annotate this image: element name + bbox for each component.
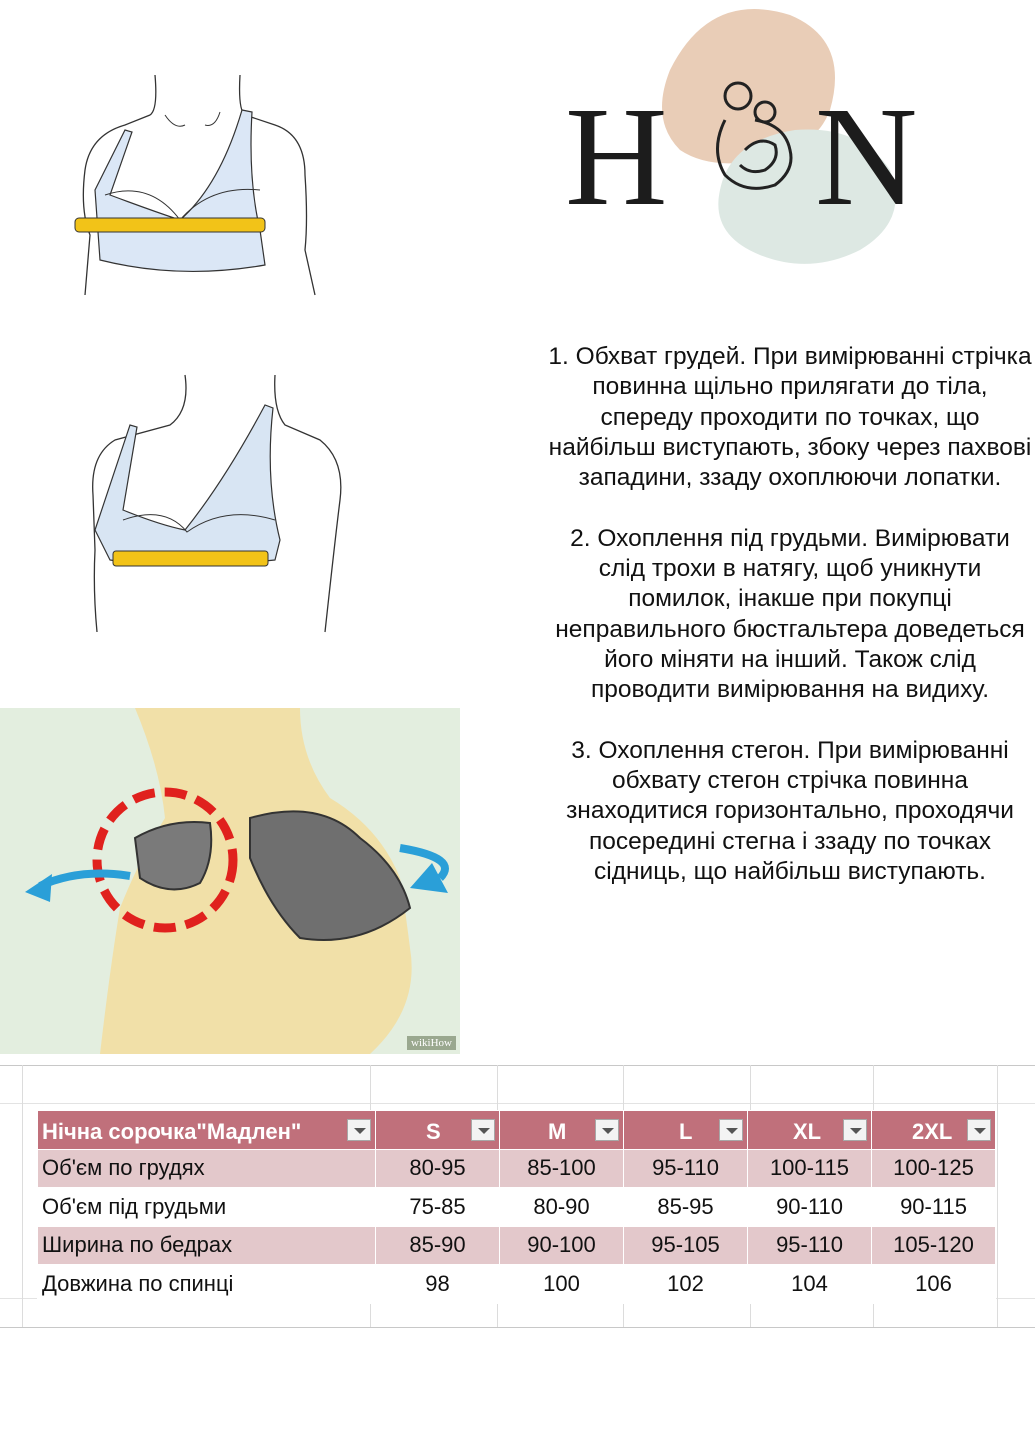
filter-dropdown-icon[interactable] — [471, 1119, 495, 1141]
bust-measurement-illustration — [70, 70, 330, 300]
wikihow-watermark: wikiHow — [407, 1036, 456, 1050]
header-size: M — [500, 1111, 624, 1150]
table-row: Ширина по бедрах 85-90 90-100 95-105 95-110 105-120 — [38, 1226, 996, 1265]
instruction-bust: 1. Обхват грудей. При вимірюванні стрічка повинна щільно прилягати до тіла, спереду проходити по точках, що найбільш виступають, збоку через пахвові западини, ззаду охоплюючи лопатки. — [548, 343, 1032, 492]
table-header-row — [38, 1111, 996, 1150]
table-row: Довжина по спинці 98 100 102 104 106 — [38, 1265, 996, 1304]
size-chart-sheet — [0, 1065, 1035, 1335]
table-row: Об'єм по грудях 80-95 85-100 95-110 100-115 100-125 — [38, 1149, 996, 1188]
size-table — [37, 1110, 996, 1304]
filter-dropdown-icon[interactable] — [719, 1119, 743, 1141]
brand-logo — [560, 0, 940, 270]
logo-letter-n: N — [815, 77, 918, 235]
header-size: S — [376, 1111, 500, 1150]
header-product: Нічна сорочка"Мадлен" — [38, 1111, 376, 1150]
filter-dropdown-icon[interactable] — [843, 1119, 867, 1141]
filter-dropdown-icon[interactable] — [967, 1119, 991, 1141]
table-row: Об'єм під грудьми 75-85 80-90 85-95 90-110 90-115 — [38, 1188, 996, 1227]
logo-letter-h: H — [565, 77, 668, 235]
hip-measurement-illustration — [0, 708, 460, 1054]
instruction-hips: 3. Охоплення стегон. При вимірюванні обхвату стегон стрічка повинна знаходитися горизонтально, проходячи посередині стегна і ззаду по точках сідниць, що найбільш виступають. — [566, 736, 1014, 886]
instruction-underbust: 2. Охоплення під грудьми. Вимірювати слід трохи в натягу, щоб уникнути помилок, інакше при покупці неправильного бюстгальтера доведеться його міняти на інший. Також слід проводити вимірювання на видиху. — [555, 524, 1025, 704]
header-size: 2XL — [872, 1111, 996, 1150]
filter-dropdown-icon[interactable] — [347, 1119, 371, 1141]
filter-dropdown-icon[interactable] — [595, 1119, 619, 1141]
measurement-instructions — [545, 342, 1035, 918]
measuring-tape — [75, 218, 265, 232]
underbust-measurement-illustration — [75, 370, 350, 635]
measuring-tape — [113, 551, 268, 566]
header-size: L — [624, 1111, 748, 1150]
header-size: XL — [748, 1111, 872, 1150]
